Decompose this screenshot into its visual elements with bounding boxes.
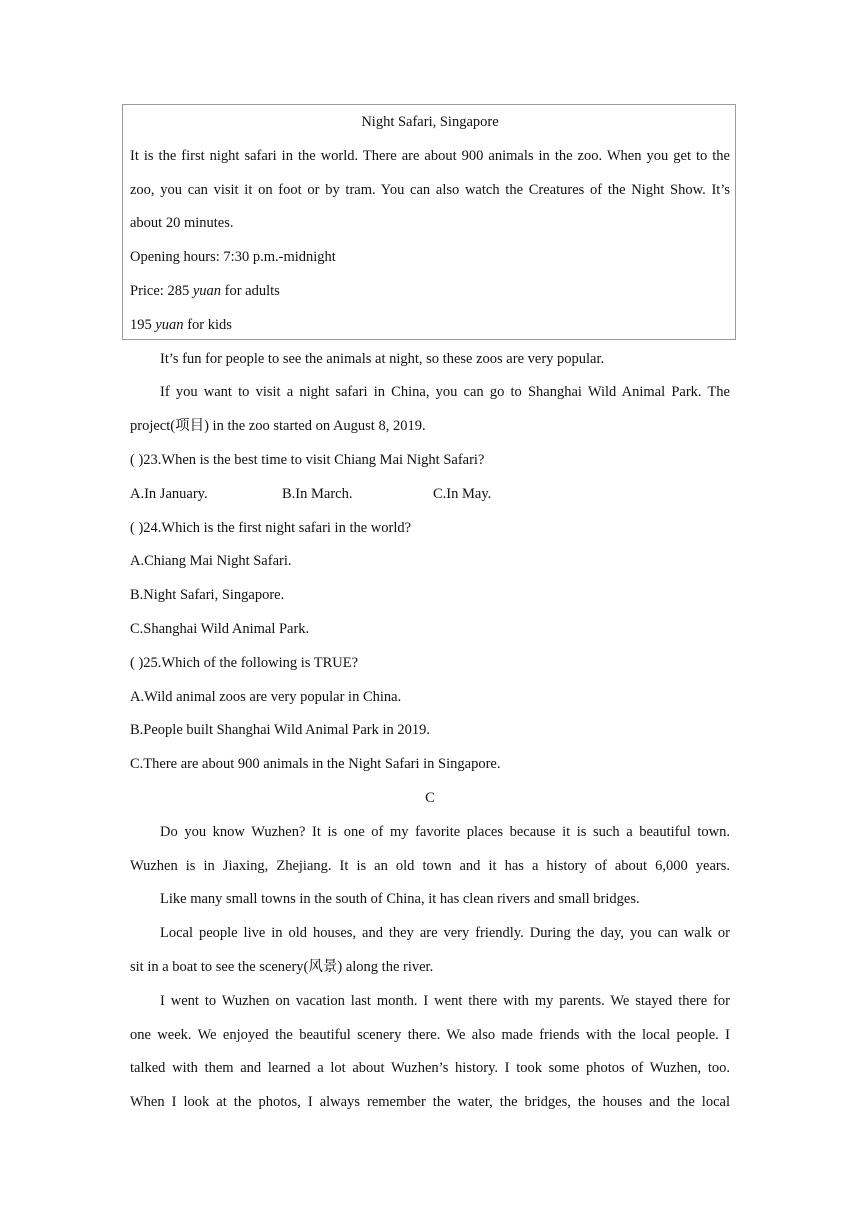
q24-option-a: A.Chiang Mai Night Safari.	[130, 553, 292, 569]
section-heading: C	[425, 790, 435, 806]
box-title: Night Safari, Singapore	[361, 114, 499, 130]
kids-price: 195 yuan for kids	[130, 317, 232, 333]
paragraph-line: project(项目) in the zoo started on August 8, 2019.	[130, 418, 426, 434]
passage-line: one week. We enjoyed the beautiful scenery there. We also made friends with the local people. I	[130, 1027, 730, 1043]
passage-line: sit in a boat to see the scenery(风景) along the river.	[130, 959, 434, 975]
opening-hours: Opening hours: 7:30 p.m.-midnight	[130, 249, 336, 265]
q25-option-a: A.Wild animal zoos are very popular in China.	[130, 689, 402, 705]
box-line: zoo, you can visit it on foot or by tram. You can also watch the Creatures of the Night Show. It’s	[130, 182, 730, 198]
passage-line: I went to Wuzhen on vacation last month. I went there with my parents. We stayed there for	[160, 993, 730, 1009]
q23-option-c: C.In May.	[433, 486, 492, 502]
passage-line: Like many small towns in the south of China, it has clean rivers and small bridges.	[160, 891, 640, 907]
passage-line: Do you know Wuzhen? It is one of my favorite places because it is such a beautiful town.	[160, 824, 730, 840]
paragraph-line: It’s fun for people to see the animals at night, so these zoos are very popular.	[160, 351, 605, 367]
q24-option-c: C.Shanghai Wild Animal Park.	[130, 621, 310, 637]
box-line: It is the first night safari in the world. There are about 900 animals in the zoo. When you get to the	[130, 148, 730, 164]
q23-option-b: B.In March.	[282, 486, 353, 502]
passage-line: Wuzhen is in Jiaxing, Zhejiang. It is an old town and it has a history of about 6,000 years.	[130, 858, 730, 874]
paragraph-line: If you want to visit a night safari in China, you can go to Shanghai Wild Animal Park. The	[160, 384, 730, 400]
passage-line: When I look at the photos, I always remember the water, the bridges, the houses and the local	[130, 1094, 730, 1110]
question-25: ( )25.Which of the following is TRUE?	[130, 655, 359, 671]
passage-line: talked with them and learned a lot about Wuzhen’s history. I took some photos of Wuzhen, too.	[130, 1060, 730, 1076]
question-24: ( )24.Which is the first night safari in the world?	[130, 520, 412, 536]
passage-line: Local people live in old houses, and they are very friendly. During the day, you can walk or	[160, 925, 730, 941]
q23-option-a: A.In January.	[130, 486, 208, 502]
q25-option-c: C.There are about 900 animals in the Night Safari in Singapore.	[130, 756, 501, 772]
q24-option-b: B.Night Safari, Singapore.	[130, 587, 285, 603]
question-23: ( )23.When is the best time to visit Chiang Mai Night Safari?	[130, 452, 485, 468]
adult-price: Price: 285 yuan for adults	[130, 283, 280, 299]
box-line: about 20 minutes.	[130, 215, 234, 231]
q25-option-b: B.People built Shanghai Wild Animal Park in 2019.	[130, 722, 431, 738]
